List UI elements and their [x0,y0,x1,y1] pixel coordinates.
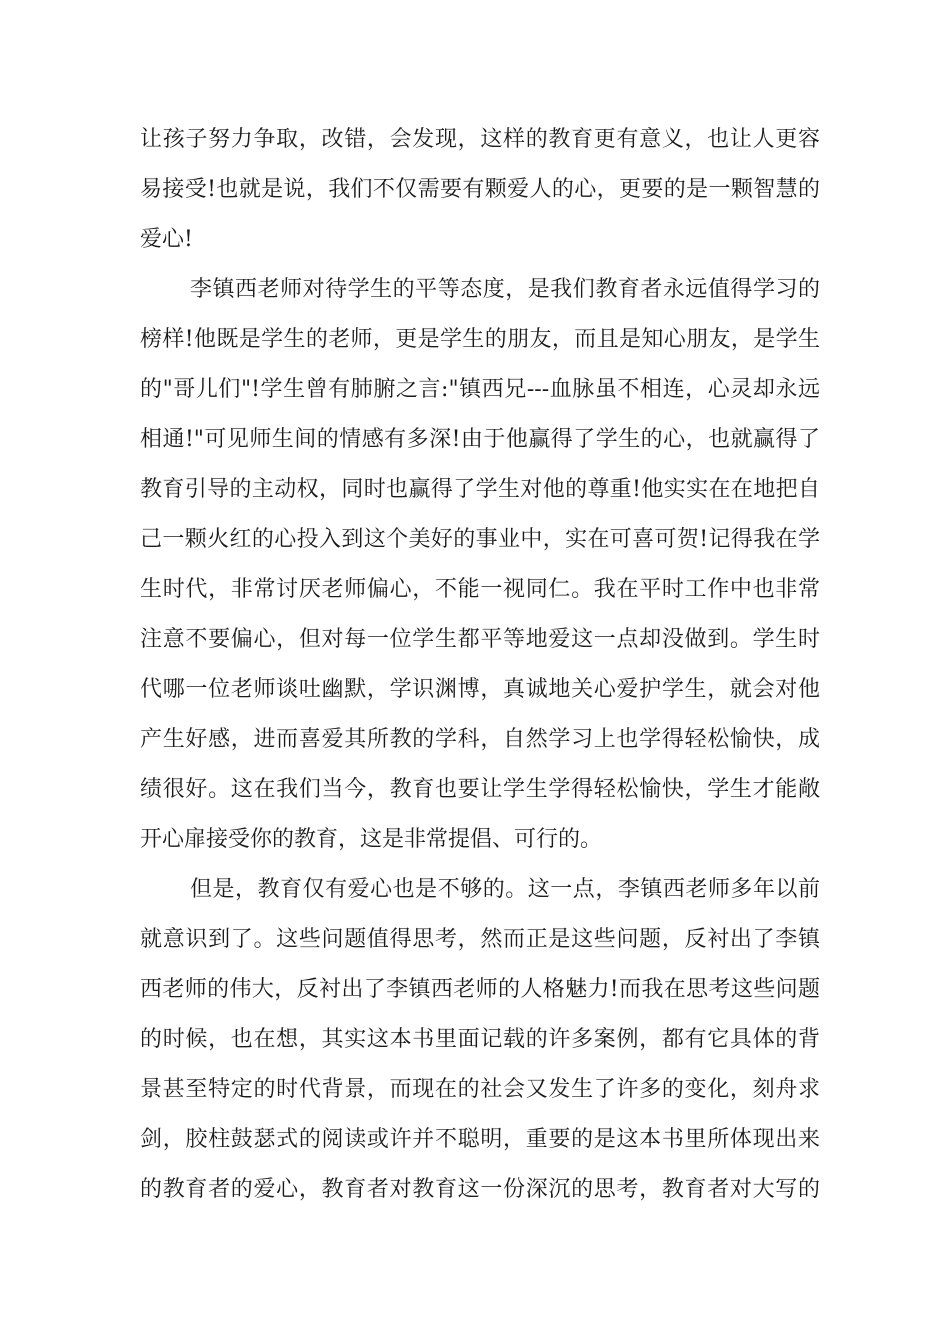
text-line: 剑，胶柱鼓瑟式的阅读或许并不聪明，重要的是这本书里所体现出来 [140,1127,820,1152]
text-line: 让孩子努力争取，改错，会发现，这样的教育更有意义，也让人更容 [140,127,820,152]
text-line: 绩很好。这在我们当今，教育也要让学生学得轻松愉快，学生才能敞 [140,777,820,802]
text-line: 相通!"可见师生间的情感有多深!由于他赢得了学生的心，也就赢得了 [140,427,820,452]
text-line: 榜样!他既是学生的老师，更是学生的朋友，而且是知心朋友，是学生 [140,327,820,352]
text-line: 代哪一位老师谈吐幽默，学识渊博，真诚地关心爱护学生，就会对他 [140,677,820,702]
text-line: 注意不要偏心，但对每一位学生都平等地爱这一点却没做到。学生时 [140,627,820,652]
text-line: 景甚至特定的时代背景，而现在的社会又发生了许多的变化，刻舟求 [140,1077,820,1102]
text-line: 就意识到了。这些问题值得思考，然而正是这些问题，反衬出了李镇 [140,927,820,952]
text-line: 易接受!也就是说，我们不仅需要有颗爱人的心，更要的是一颗智慧的 [140,177,820,202]
paragraph-first-line: 李镇西老师对待学生的平等态度，是我们教育者永远值得学习的 [190,277,820,302]
text-line: 教育引导的主动权，同时也赢得了学生对他的尊重!他实实在在地把自 [140,477,820,502]
text-line: 生时代，非常讨厌老师偏心，不能一视同仁。我在平时工作中也非常 [140,577,820,602]
text-line: 产生好感，进而喜爱其所教的学科，自然学习上也学得轻松愉快，成 [140,727,820,752]
text-line: 爱心! [140,227,193,252]
text-line: 己一颗火红的心投入到这个美好的事业中，实在可喜可贺!记得我在学 [140,527,820,552]
text-line: 的教育者的爱心，教育者对教育这一份深沉的思考，教育者对大写的 [140,1177,820,1202]
text-line: 开心扉接受你的教育，这是非常提倡、可行的。 [140,827,603,852]
paragraph-first-line: 但是，教育仅有爱心也是不够的。这一点，李镇西老师多年以前 [190,877,820,902]
text-line: 西老师的伟大，反衬出了李镇西老师的人格魅力!而我在思考这些问题 [140,977,820,1002]
text-line: 的时候，也在想，其实这本书里面记载的许多案例，都有它具体的背 [140,1027,820,1052]
text-line: 的"哥儿们"!学生曾有肺腑之言:"镇西兄---血脉虽不相连，心灵却永远 [140,377,820,402]
